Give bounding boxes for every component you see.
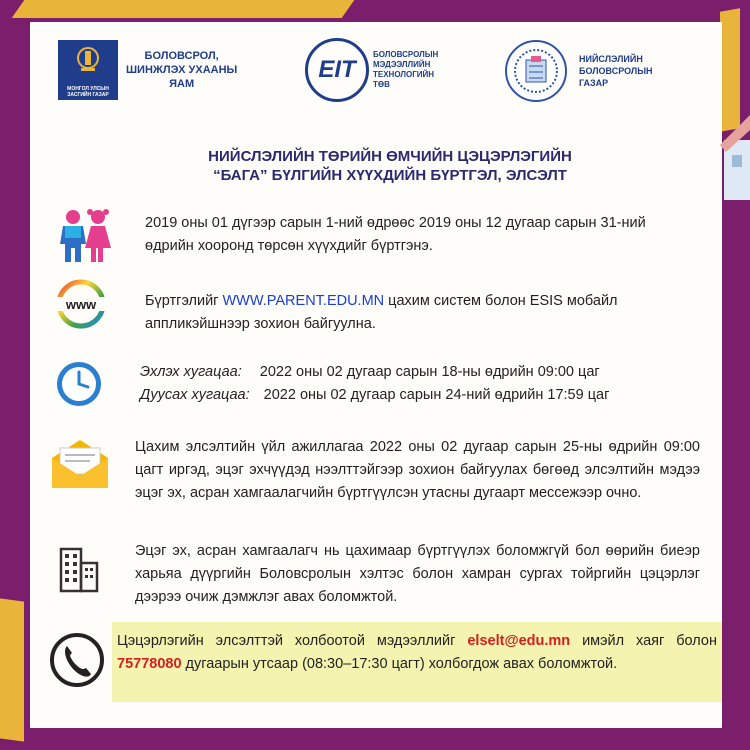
children-icon (55, 208, 117, 264)
gold-stripe-left (0, 598, 24, 741)
gold-stripe-top (12, 0, 355, 18)
eligibility-text: 2019 оны 01 дүгээр сарын 1-ний өдрөөс 2019 оны 12 дугаар сарын 31-ний өдрийн хооронд төрсөн хүүхдийг бүртгэнэ. (145, 215, 646, 254)
contact-email[interactable]: elselt@edu.mn (467, 633, 571, 649)
eit-mark: EIT (305, 38, 369, 102)
envelope-icon (50, 438, 110, 490)
parent-edu-link[interactable]: WWW.PARENT.EDU.MN (222, 293, 385, 309)
clock-icon (55, 360, 103, 408)
city-seal-icon (505, 40, 567, 102)
start-value: 2022 оны 02 дугаар сарын 18-ны өдрийн 09:00 цаг (259, 364, 600, 380)
eit-logo (305, 38, 438, 102)
city-education-name: НИЙСЛЭЛИЙН БОЛОВСРОЛЫН ГАЗАР (579, 54, 653, 88)
phone-icon (50, 630, 104, 690)
eit-name: БОЛОВСРОЛЫН МЭДЭЭЛЛИЙН ТЕХНОЛОГИЙН ТӨВ (373, 50, 439, 89)
svg-text:www: www (65, 297, 97, 312)
deadline-block (140, 361, 720, 407)
end-label: Дуусах хугацаа: (140, 387, 250, 403)
ministry-logo (58, 40, 237, 100)
end-value: 2022 оны 02 дугаар сарын 24-ний өдрийн 17:59 цаг (263, 387, 610, 403)
city-education-logo (505, 40, 653, 102)
page-title: НИЙСЛЭЛИЙН ТӨРИЙН ӨМЧИЙН ЦЭЦЭРЛЭГИЙН “БАГА” БҮЛГИЙН ХҮҮХДИЙН БҮРТГЭЛ, ЭЛСЭЛТ (208, 148, 572, 184)
contact-text: Цэцэрлэгийн элсэлттэй холбоотой мэдээллийг elselt@edu.mn имэйл хаяг болон 75778080 дугаарын утсаар (08:30–17:30 цагт) холбогдож авах боломжтой. (117, 633, 717, 672)
contact-phone[interactable]: 75778080 (117, 656, 182, 672)
emblem-caption: МОНГОЛ УЛСЫН ЗАСГИЙН ГАЗАР (67, 86, 109, 98)
start-label: Эхлэх хугацаа: (140, 364, 242, 380)
mongolia-emblem-icon (58, 40, 118, 100)
registration-text: Бүртгэлийг WWW.PARENT.EDU.MN цахим систем болон ESIS мобайл аппликэйшнээр зохион байгуулна. (145, 293, 618, 332)
offline-support-text: Эцэг эх, асран хамгаалагч нь цахимаар бүртгүүлэх боломжгүй бол өөрийн биеэр харьяа дүүргийн Боловсролын хэлтэс болон хамран сургах тойргийн цэцэрлэг дээрээ очиж дэмжлэг авах боломжтой. (135, 543, 700, 605)
ministry-name: БОЛОВСРОЛ, ШИНЖЛЭХ УХААНЫ ЯАМ (126, 50, 238, 90)
building-icon (57, 545, 101, 593)
www-icon (55, 278, 107, 330)
admission-text: Цахим элсэлтийн үйл ажиллагаа 2022 оны 02 дугаар сарын 25-ны өдрийн 09:00 цагт иргэд, эцэг эхчүүдэд нээлттэйгээр зохион байгуулах бөгөөд элсэлтийн мэдээ эцэг эх, асран хамгаалагчийн бүртгүүлсэн утасны дугаарт мессежээр очно. (135, 439, 700, 501)
